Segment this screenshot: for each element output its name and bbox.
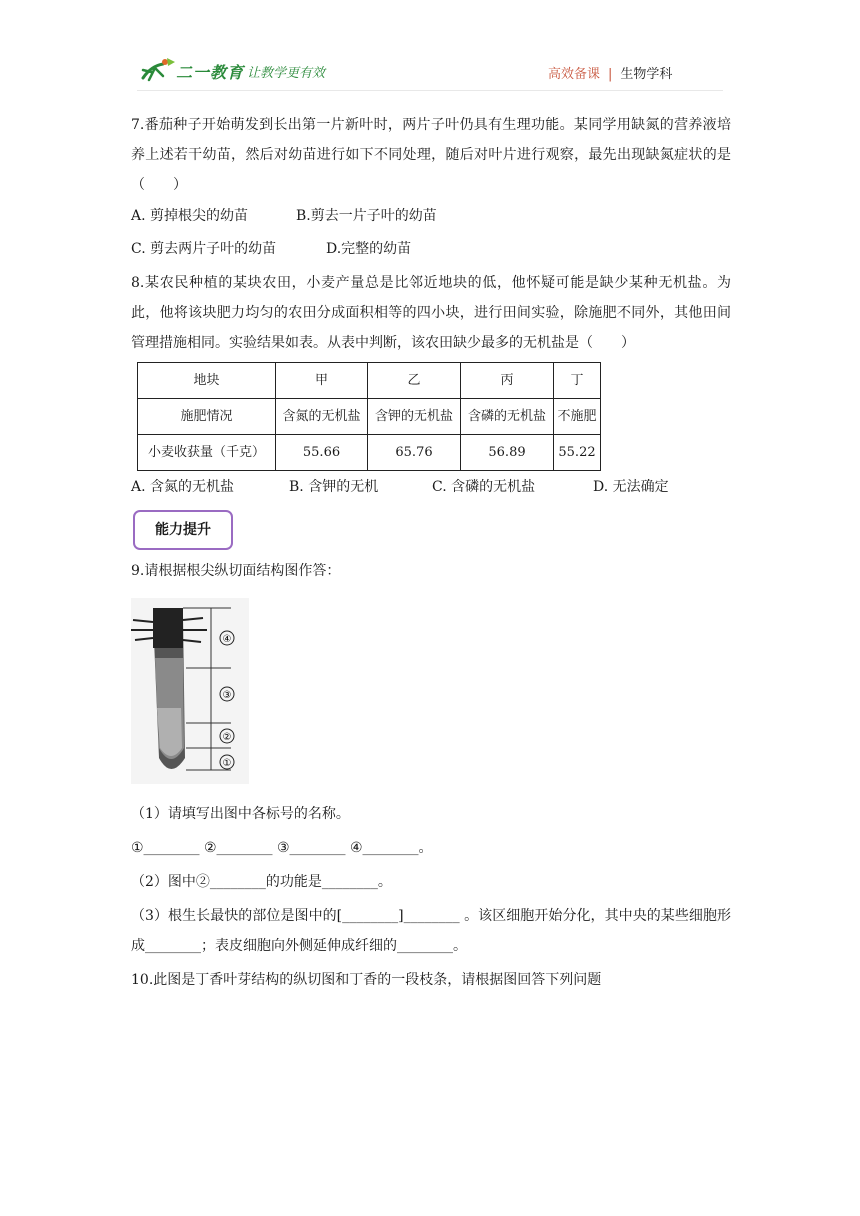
question-9-sub1: （1）请填写出图中各标号的名称。 — [131, 806, 350, 822]
table-cell: 55.22 — [554, 435, 601, 471]
table-header-row — [138, 363, 601, 399]
table-header-cell: 甲 — [276, 363, 368, 399]
question-7-options-row-2 — [131, 233, 731, 266]
question-8-stem: 8.某农民种植的某块农田，小麦产量总是比邻近地块的低，他怀疑可能是缺少某种无机盐。为此，他将该块肥力均匀的农田分成面积相等的四小块，进行田间实验，除施肥不同外，其他田间管理措施相同。实验结果如表。从表中判断，该农田缺少最多的无机盐是（ ） — [131, 275, 731, 351]
table-header-cell: 乙 — [368, 363, 461, 399]
runner-logo-icon — [137, 56, 177, 84]
question-7-options-row-1 — [131, 200, 731, 233]
root-label-4: ④ — [222, 634, 232, 645]
brand-slogan: 让教学更有效 — [247, 66, 326, 81]
table-cell: 55.66 — [276, 435, 368, 471]
root-label-2: ② — [222, 732, 232, 743]
question-7-option-c: C. 剪去两片子叶的幼苗 — [131, 241, 277, 257]
table-cell: 65.76 — [368, 435, 461, 471]
document-body — [131, 110, 731, 995]
table-cell: 含磷的无机盐 — [461, 399, 554, 435]
question-9-sub1-blanks: ①________ ②________ ③________ ④________。 — [131, 840, 433, 856]
table-row — [138, 399, 601, 435]
root-label-3: ③ — [222, 690, 232, 701]
question-8-option-b: B. 含钾的无机 — [289, 479, 379, 495]
question-9-stem: 9.请根据根尖纵切面结构图作答： — [131, 563, 341, 579]
table-cell: 含钾的无机盐 — [368, 399, 461, 435]
table-header-cell: 地块 — [138, 363, 276, 399]
header-category — [548, 63, 672, 82]
root-tip-diagram — [131, 598, 249, 784]
brand-name: 二一教育 — [176, 63, 245, 82]
table-header-cell: 丁 — [554, 363, 601, 399]
table-cell: 56.89 — [461, 435, 554, 471]
question-7-option-b: B.剪去一片子叶的幼苗 — [296, 208, 437, 224]
question-10-stem: 10.此图是丁香叶芽结构的纵切图和丁香的一段枝条，请根据图回答下列问题 — [131, 972, 602, 988]
question-8-option-c: C. 含磷的无机盐 — [432, 479, 536, 495]
subject-label: 生物学科 — [620, 67, 673, 82]
question-7-option-a: A. 剪掉根尖的幼苗 — [131, 208, 249, 224]
header-separator: | — [608, 67, 613, 82]
header-divider — [137, 90, 723, 91]
root-label-1: ① — [222, 758, 232, 769]
table-row — [138, 435, 601, 471]
page-header — [0, 0, 860, 100]
question-7-option-d: D.完整的幼苗 — [326, 241, 412, 257]
section-badge: 能力提升 — [133, 510, 233, 550]
fertilizer-table — [137, 362, 601, 471]
table-cell: 含氮的无机盐 — [276, 399, 368, 435]
question-8-option-d: D. 无法确定 — [593, 479, 669, 495]
question-8-option-a: A. 含氮的无机盐 — [131, 479, 235, 495]
table-cell: 施肥情况 — [138, 399, 276, 435]
question-9-sub3: （3）根生长最快的部位是图中的[________]________ 。该区细胞开始分化，其中央的某些细胞形成________；表皮细胞向外侧延伸成纤细的________。 — [131, 908, 731, 954]
question-9-sub2: （2）图中②________的功能是________。 — [131, 874, 392, 890]
question-8-options-row — [131, 471, 731, 504]
table-header-cell: 丙 — [461, 363, 554, 399]
question-7-stem: 7.番茄种子开始萌发到长出第一片新叶时，两片子叶仍具有生理功能。某同学用缺氮的营养液培养上述若干幼苗，然后对幼苗进行如下不同处理，随后对叶片进行观察，最先出现缺氮症状的是（ ） — [131, 117, 731, 193]
table-cell: 小麦收获量（千克） — [138, 435, 276, 471]
category-label: 高效备课 — [548, 67, 601, 82]
table-cell: 不施肥 — [554, 399, 601, 435]
